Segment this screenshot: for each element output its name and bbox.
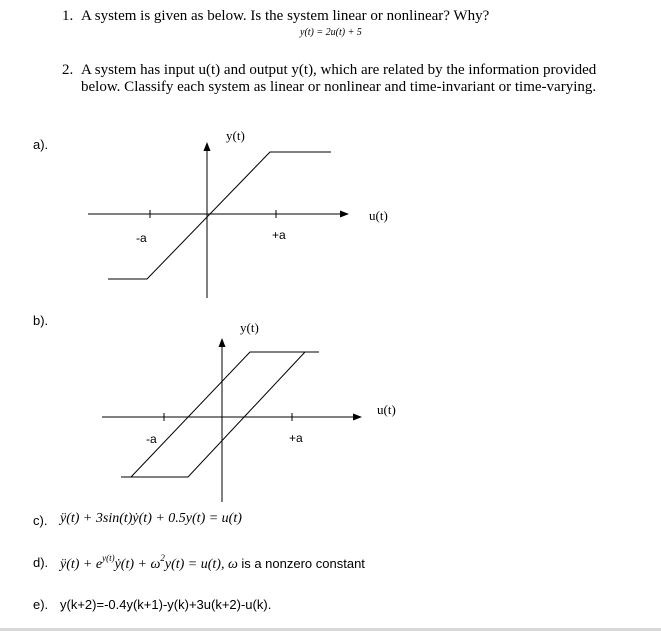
part-d-label: d). <box>33 555 49 570</box>
part-d-omega: ω <box>227 557 238 572</box>
part-b-tick-neg-label: -a <box>146 432 157 446</box>
part-a-y-label: y(t) <box>226 128 245 143</box>
part-d-eq-sup: y(t) <box>102 553 115 563</box>
part-c-equation: ÿ(t) + 3sin(t)ẏ(t) + 0.5y(t) = u(t) <box>60 511 242 526</box>
part-b-hysteresis-upper <box>131 352 319 477</box>
part-d-equation <box>60 553 365 573</box>
q2-number: 2. <box>62 62 74 78</box>
part-a-x-label: u(t) <box>369 208 388 223</box>
q1-equation: y(t) = 2u(t) + 5 <box>300 27 362 38</box>
part-b-label: b). <box>33 313 49 328</box>
part-d-eq-part2: ẏ(t) + ω <box>114 557 161 572</box>
part-b-x-label: u(t) <box>377 402 396 417</box>
part-d-eq-sup2: 2 <box>160 553 165 563</box>
part-a-tick-neg-label: -a <box>136 231 147 245</box>
part-d-suffix: is a nonzero constant <box>241 556 365 571</box>
q1-number: 1. <box>62 8 74 24</box>
part-c-label: c). <box>33 513 48 528</box>
part-b-y-arrow <box>219 338 226 347</box>
part-d-eq-part3: y(t) = u(t), <box>164 557 225 572</box>
part-a-tick-pos-label: +a <box>272 228 286 242</box>
part-b-x-arrow <box>353 414 362 421</box>
part-b-y-label: y(t) <box>240 320 259 335</box>
q2-line1: A system has input u(t) and output y(t), which are related by the information provided <box>81 62 597 78</box>
part-e-equation: y(k+2)=-0.4y(k+1)-y(k)+3u(k+2)-u(k). <box>60 597 272 612</box>
part-e-label: e). <box>33 597 49 612</box>
part-d-eq-part1: ÿ(t) + e <box>60 557 103 572</box>
part-a-label: a). <box>33 137 49 152</box>
part-b-tick-pos-label: +a <box>289 431 303 445</box>
q2-line2: below. Classify each system as linear or nonlinear and time-invariant or time-varying. <box>81 79 597 95</box>
q1-text: A system is given as below. Is the system linear or nonlinear? Why? <box>81 8 490 24</box>
